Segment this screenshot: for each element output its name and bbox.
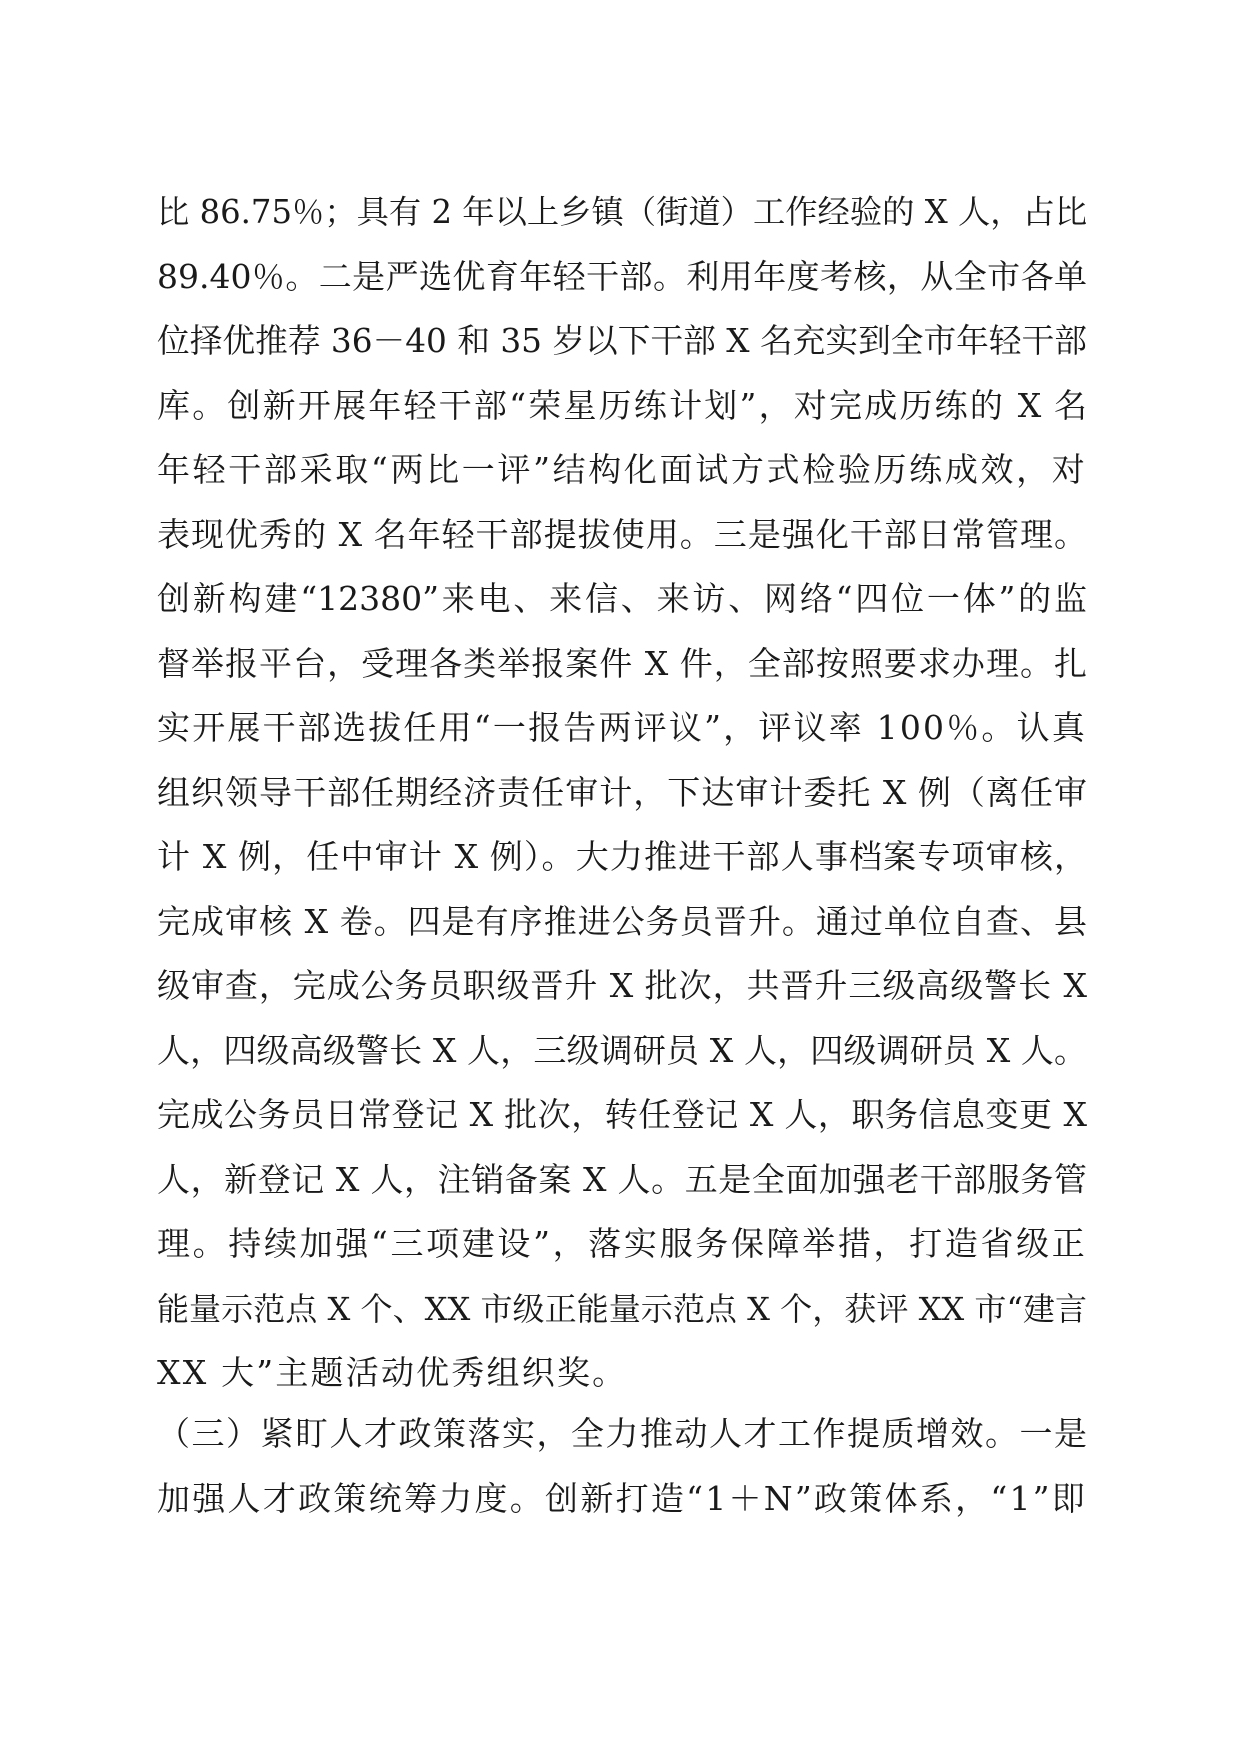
text-line: 理。持续加强“三项建设”，落实服务保障举措，打造省级正 <box>157 1224 1087 1263</box>
text-line: 人，新登记 X 人，注销备案 X 人。五是全面加强老干部服务管 <box>157 1159 1087 1199</box>
text-line: 组织领导干部任期经济责任审计，下达审计委托 X 例（离任审 <box>157 772 1087 812</box>
text-line: 89.40％。二是严选优育年轻干部。利用年度考核，从全市各单 <box>157 256 1087 296</box>
body-paragraph-2 <box>157 1402 1087 1531</box>
text-line: 库。创新开展年轻干部“荣星历练计划”，对完成历练的 X 名 <box>157 385 1087 425</box>
text-line: 计 X 例，任中审计 X 例）。大力推进干部人事档案专项审核， <box>157 837 1087 876</box>
text-line: 位择优推荐 36－40 和 35 岁以下干部 X 名充实到全市年轻干部 <box>157 322 1087 360</box>
text-line: 完成公务员日常登记 X 批次，转任登记 X 人，职务信息变更 X <box>157 1095 1087 1134</box>
text-line: 级审查，完成公务员职级晋升 X 批次，共晋升三级高级警长 X <box>157 966 1087 1005</box>
text-line: 人，四级高级警长 X 人，三级调研员 X 人，四级调研员 X 人。 <box>157 1030 1087 1070</box>
text-line: 比 86.75％；具有 2 年以上乡镇（街道）工作经验的 X 人，占比 <box>157 193 1088 231</box>
text-line: 表现优秀的 X 名年轻干部提拔使用。三是强化干部日常管理。 <box>157 514 1087 554</box>
section-heading-line: （三）紧盯人才政策落实，全力推动人才工作提质增效。一是 <box>157 1414 1087 1453</box>
text-line: 年轻干部采取“两比一评”结构化面试方式检验历练成效，对 <box>157 450 1087 489</box>
body-paragraph-1 <box>157 180 1087 1406</box>
text-line: 实开展干部选拔任用“一报告两评议”，评议率 100％。认真 <box>157 708 1088 747</box>
text-line: 加强人才政策统筹力度。创新打造“1＋N”政策体系，“1”即 <box>157 1478 1087 1518</box>
text-line: 完成审核 X 卷。四是有序推进公务员晋升。通过单位自查、县 <box>157 901 1087 941</box>
text-line: 创新构建“12380”来电、来信、来访、网络“四位一体”的监 <box>157 579 1087 618</box>
text-line: 督举报平台，受理各类举报案件 X 件，全部按照要求办理。扎 <box>157 643 1087 683</box>
text-line: XX 大”主题活动优秀组织奖。 <box>157 1353 628 1392</box>
text-line: 能量示范点 X 个、XX 市级正能量示范点 X 个，获评 XX 市“建言 <box>157 1289 1087 1328</box>
